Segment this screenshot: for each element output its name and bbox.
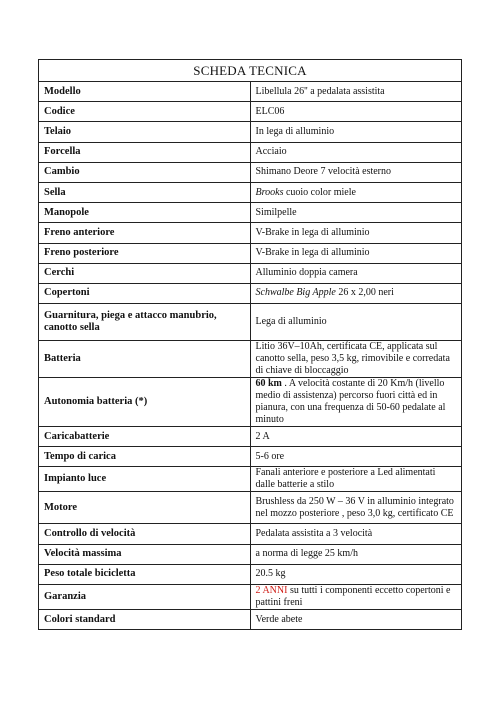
table-row (39, 492, 462, 524)
row-value-freno-posteriore: V-Brake in lega di alluminio (250, 243, 462, 263)
row-value-codice: ELC06 (250, 102, 462, 122)
row-value-cerchi: Alluminio doppia camera (250, 263, 462, 283)
table-row (39, 564, 462, 584)
row-label-colori: Colori standard (39, 610, 251, 630)
row-value-modello: Libellula 26'' a pedalata assistita (250, 82, 462, 102)
table-row (39, 102, 462, 122)
row-value-forcella: Acciaio (250, 142, 462, 162)
warranty-duration: 2 ANNI (255, 585, 288, 596)
value-text: cuoio color miele (283, 186, 356, 198)
row-label-cambio: Cambio (39, 162, 251, 182)
row-value-impianto-luce: Fanali anteriore e posteriore a Led alimentati dalle batterie a stilo (250, 467, 462, 492)
row-label-copertoni: Copertoni (39, 283, 251, 303)
range-note: . A velocità costante di 20 Km/h (livello medio di assistenza) percorso fuori città ed in pianura, con una frequenza di 50-60 pedalate al minuto (255, 378, 446, 426)
row-label-freno-anteriore: Freno anteriore (39, 223, 251, 243)
table-header-row (39, 60, 462, 82)
row-value-motore: Brushless da 250 W – 36 V in alluminio integrato nel mozzo posteriore , peso 3,0 kg, certificato CE (250, 492, 462, 524)
row-value-cambio: Shimano Deore 7 velocità esterno (250, 162, 462, 182)
row-label-manopole: Manopole (39, 203, 251, 223)
row-label-controllo-velocita: Controllo di velocità (39, 524, 251, 544)
row-value-batteria: Litio 36V–10Ah, certificata CE, applicata sul canotto sella, peso 3,5 kg, rimovibile e corredata di chiave di bloccaggio (250, 341, 462, 378)
row-value-colori: Verde abete (250, 610, 462, 630)
row-label-guarnitura: Guarnitura, piega e attacco manubrio, canotto sella (39, 304, 251, 341)
row-label-autonomia: Autonomia batteria (*) (39, 378, 251, 427)
row-label-cerchi: Cerchi (39, 263, 251, 283)
page-title: SCHEDA TECNICA (39, 60, 462, 82)
table-row (39, 162, 462, 182)
row-value-guarnitura: Lega di alluminio (250, 304, 462, 341)
spec-table (38, 59, 462, 630)
row-value-velocita-massima: a norma di legge 25 km/h (250, 544, 462, 564)
table-row (39, 544, 462, 564)
row-value-controllo-velocita: Pedalata assistita a 3 velocità (250, 524, 462, 544)
row-label-velocita-massima: Velocità massima (39, 544, 251, 564)
row-value-manopole: Similpelle (250, 203, 462, 223)
table-row (39, 427, 462, 447)
row-value-peso-totale: 20.5 kg (250, 564, 462, 584)
row-label-freno-posteriore: Freno posteriore (39, 243, 251, 263)
row-value-copertoni (250, 283, 462, 303)
range-value: 60 km (255, 378, 282, 390)
table-row (39, 524, 462, 544)
table-row (39, 243, 462, 263)
table-row (39, 341, 462, 378)
row-label-peso-totale: Peso totale bicicletta (39, 564, 251, 584)
row-value-autonomia (250, 378, 462, 427)
row-label-caricabatterie: Caricabatterie (39, 427, 251, 447)
table-row (39, 378, 462, 427)
table-row (39, 304, 462, 341)
row-value-freno-anteriore: V-Brake in lega di alluminio (250, 223, 462, 243)
table-row (39, 283, 462, 303)
table-row (39, 263, 462, 283)
table-row (39, 447, 462, 467)
warranty-note: su tutti i componenti eccetto copertoni e pattini freni (255, 585, 451, 608)
table-row (39, 142, 462, 162)
row-label-batteria: Batteria (39, 341, 251, 378)
row-label-sella: Sella (39, 182, 251, 202)
row-value-telaio: In lega di alluminio (250, 122, 462, 142)
table-row (39, 182, 462, 202)
row-label-modello: Modello (39, 82, 251, 102)
brand-name: Schwalbe Big Apple (255, 287, 336, 299)
row-label-motore: Motore (39, 492, 251, 524)
row-value-garanzia (250, 585, 462, 610)
row-label-telaio: Telaio (39, 122, 251, 142)
row-value-caricabatterie: 2 A (250, 427, 462, 447)
table-row (39, 82, 462, 102)
table-row (39, 203, 462, 223)
row-value-tempo-carica: 5-6 ore (250, 447, 462, 467)
row-value-sella (250, 182, 462, 202)
table-row (39, 122, 462, 142)
row-label-impianto-luce: Impianto luce (39, 467, 251, 492)
row-label-forcella: Forcella (39, 142, 251, 162)
row-label-codice: Codice (39, 102, 251, 122)
row-label-tempo-carica: Tempo di carica (39, 447, 251, 467)
table-row (39, 610, 462, 630)
table-row (39, 585, 462, 610)
row-label-garanzia: Garanzia (39, 585, 251, 610)
value-text: 26 x 2,00 neri (335, 287, 394, 299)
table-row (39, 467, 462, 492)
brand-name: Brooks (255, 186, 284, 198)
table-row (39, 223, 462, 243)
